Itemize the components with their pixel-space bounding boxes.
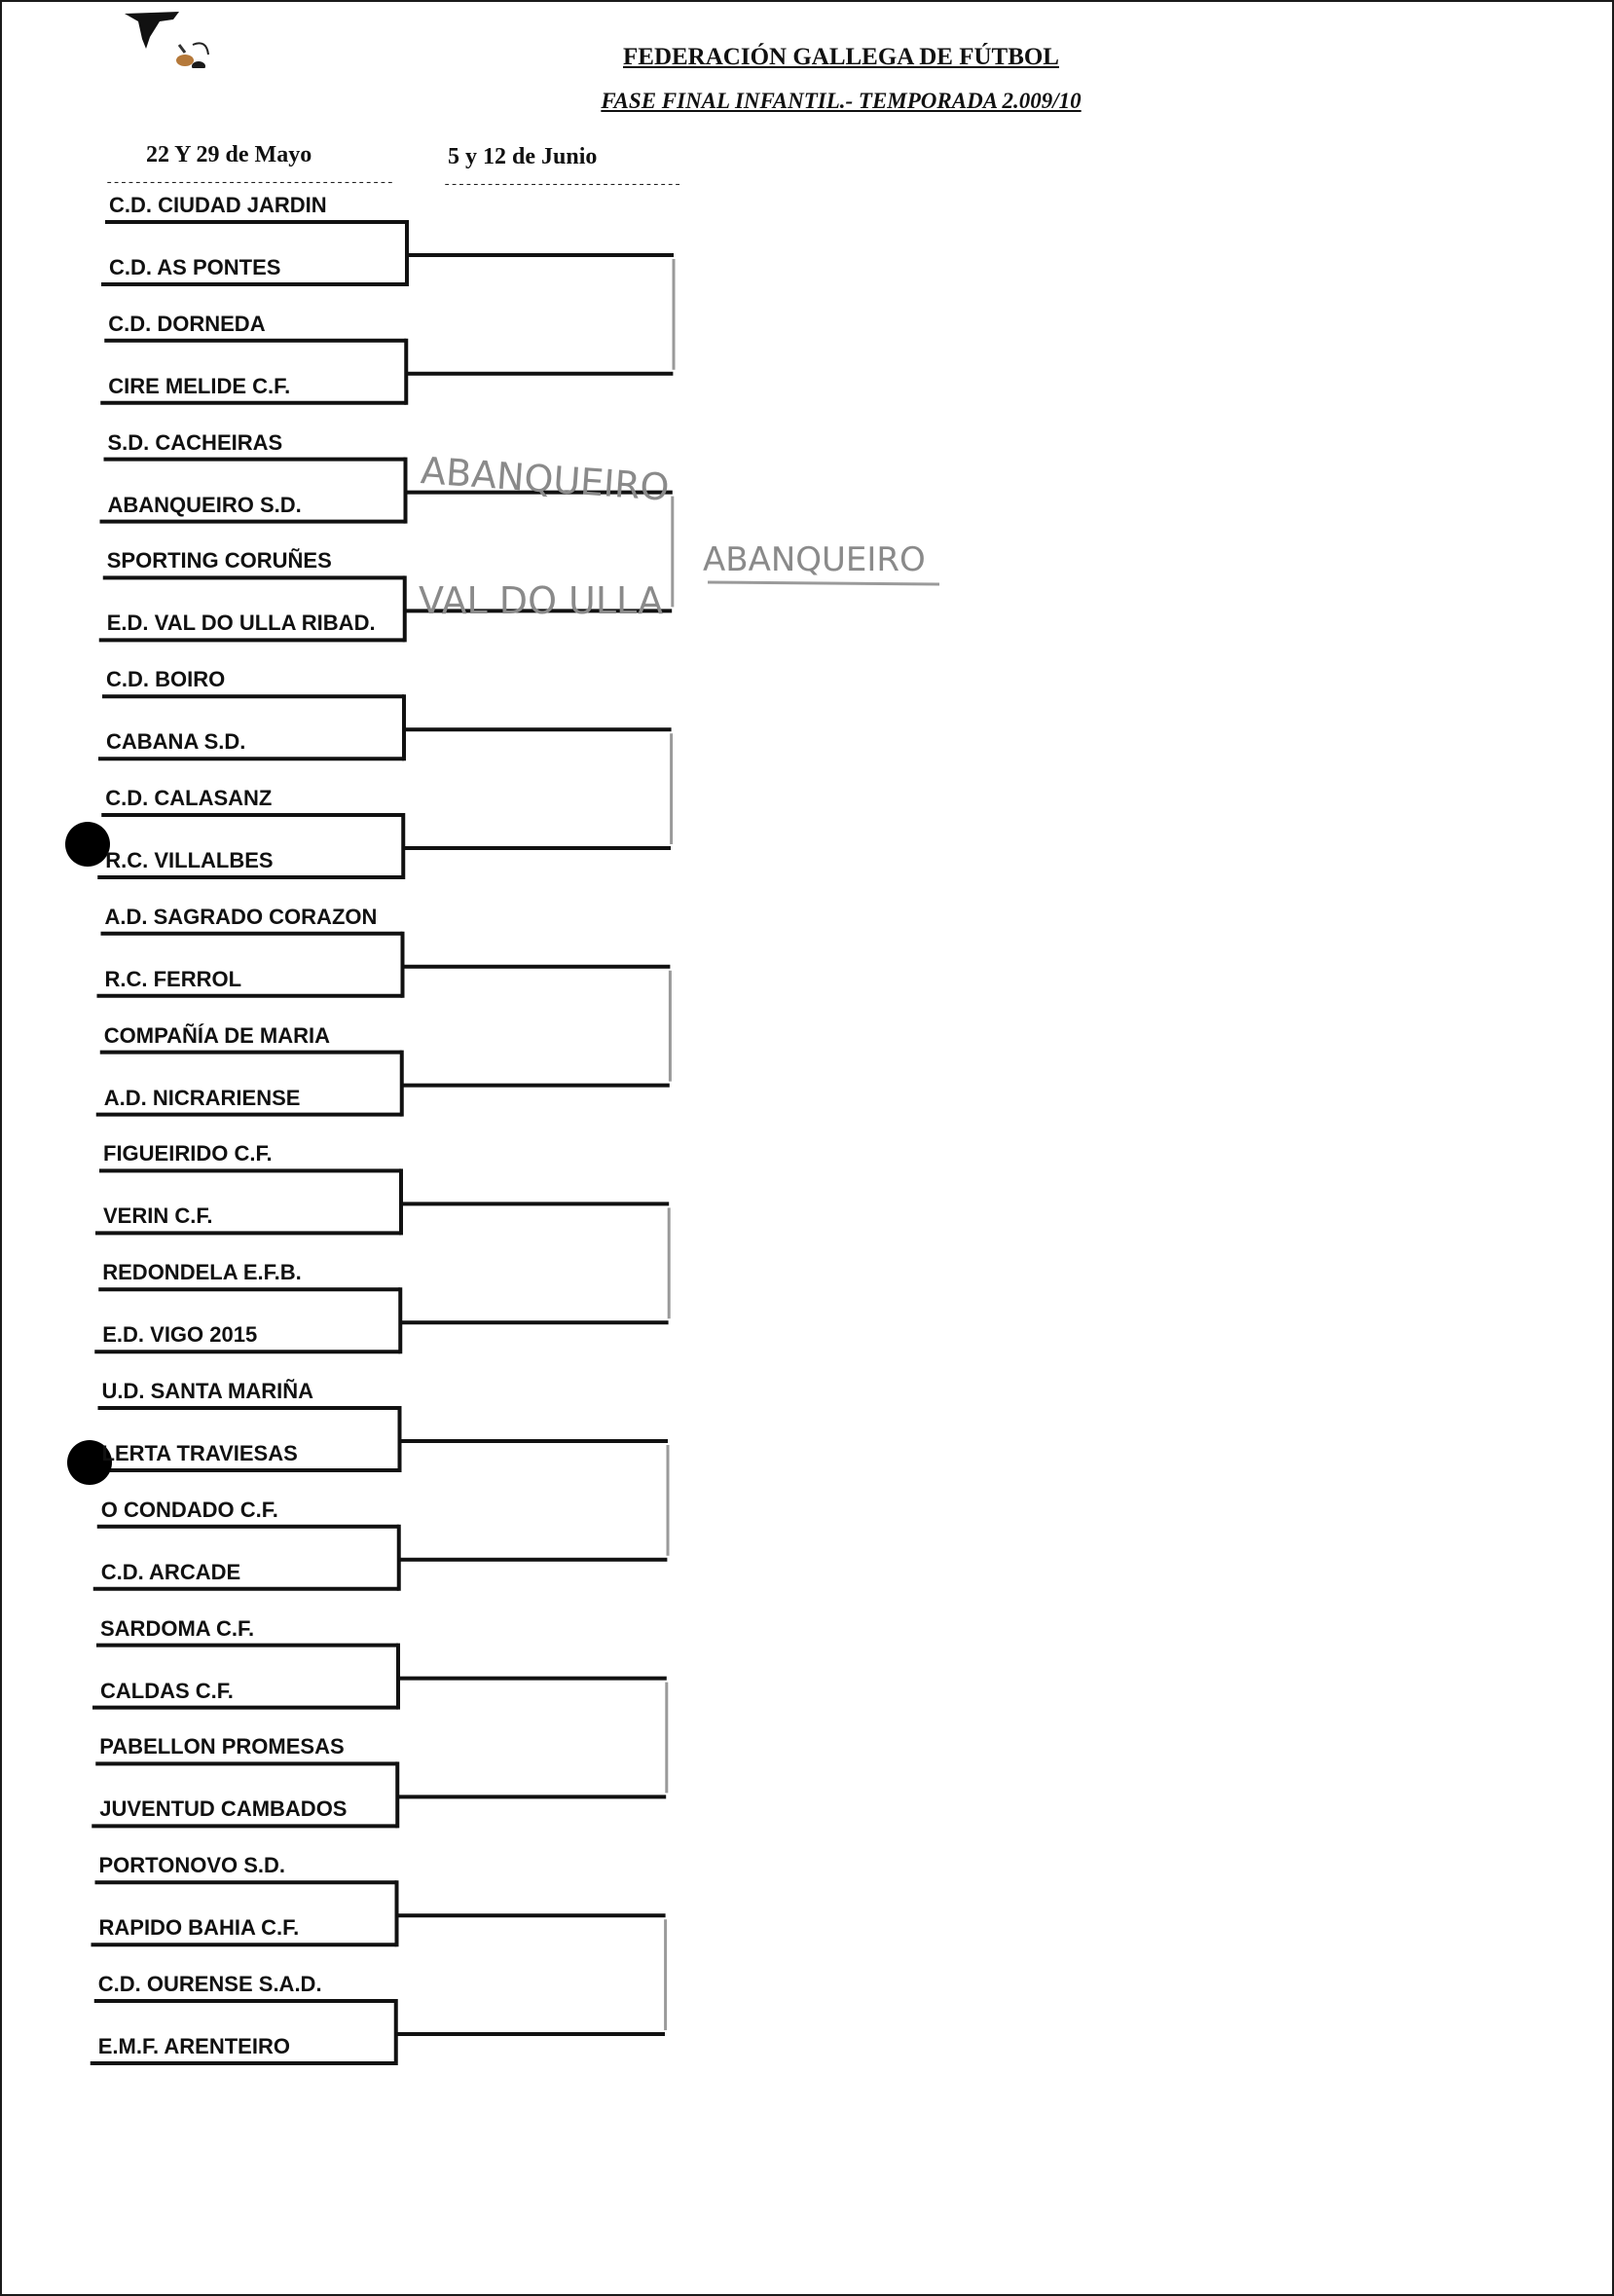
team-name: JUVENTUD CAMBADOS bbox=[99, 1796, 348, 1822]
document-title: FEDERACIÓN GALLEGA DE FÚTBOL bbox=[623, 44, 1059, 70]
team-name: C.D. DORNEDA bbox=[108, 311, 266, 336]
team-name: C.D. ARCADE bbox=[100, 1559, 241, 1584]
team-name: C.D. CIUDAD JARDIN bbox=[109, 193, 327, 217]
team-name: C.D. BOIRO bbox=[106, 667, 226, 692]
team-name: VERIN C.F. bbox=[103, 1204, 213, 1229]
round2-underline: --------------------------------- bbox=[443, 177, 681, 193]
handwritten-winner-2: VAL DO ULLA bbox=[419, 579, 664, 622]
team-name: REDONDELA E.F.B. bbox=[102, 1260, 302, 1285]
team-name: A.D. SAGRADO CORAZON bbox=[104, 904, 378, 929]
team-name: CALDAS C.F. bbox=[100, 1678, 234, 1703]
team-name: E.M.F. ARENTEIRO bbox=[97, 2034, 290, 2058]
team-name: CABANA S.D. bbox=[106, 729, 246, 755]
round1-date: 22 Y 29 de Mayo bbox=[146, 142, 312, 167]
team-name: E.D. VIGO 2015 bbox=[102, 1322, 258, 1348]
team-name: CIRE MELIDE C.F. bbox=[108, 373, 291, 398]
team-name: C.D. OURENSE S.A.D. bbox=[97, 1972, 322, 1996]
team-name: A.D. NICRARIENSE bbox=[103, 1085, 301, 1110]
round2-date: 5 y 12 de Junio bbox=[448, 144, 598, 169]
handwritten-winner-1: ABANQUEIRO bbox=[419, 449, 671, 509]
team-name: SARDOMA C.F. bbox=[100, 1615, 255, 1641]
handwritten-winner-3: ABANQUEIRO bbox=[703, 540, 926, 579]
team-name: U.D. SANTA MARIÑA bbox=[101, 1379, 314, 1403]
team-name: ABANQUEIRO S.D. bbox=[107, 492, 302, 517]
team-name: SPORTING CORUÑES bbox=[106, 548, 332, 574]
team-name: R.C. VILLALBES bbox=[105, 848, 274, 872]
team-name: O CONDADO C.F. bbox=[100, 1497, 278, 1522]
team-name: E.D. VAL DO ULLA RIBAD. bbox=[106, 611, 376, 636]
team-name: R.C. FERROL bbox=[104, 966, 242, 991]
team-name: C.D. AS PONTES bbox=[109, 255, 281, 279]
team-name: PORTONOVO S.D. bbox=[98, 1853, 286, 1878]
team-name: S.D. CACHEIRAS bbox=[107, 429, 283, 455]
document-subtitle: FASE FINAL INFANTIL.- TEMPORADA 2.009/10 bbox=[601, 89, 1082, 113]
round1-underline: ---------------------------------------- bbox=[105, 175, 394, 191]
team-name: LERTA TRAVIESAS bbox=[101, 1441, 298, 1465]
team-name: C.D. CALASANZ bbox=[105, 786, 273, 810]
team-name: RAPIDO BAHIA C.F. bbox=[98, 1915, 300, 1941]
team-name: COMPAÑÍA DE MARIA bbox=[103, 1022, 330, 1048]
team-name: PABELLON PROMESAS bbox=[99, 1734, 345, 1759]
team-name: FIGUEIRIDO C.F. bbox=[103, 1141, 273, 1167]
